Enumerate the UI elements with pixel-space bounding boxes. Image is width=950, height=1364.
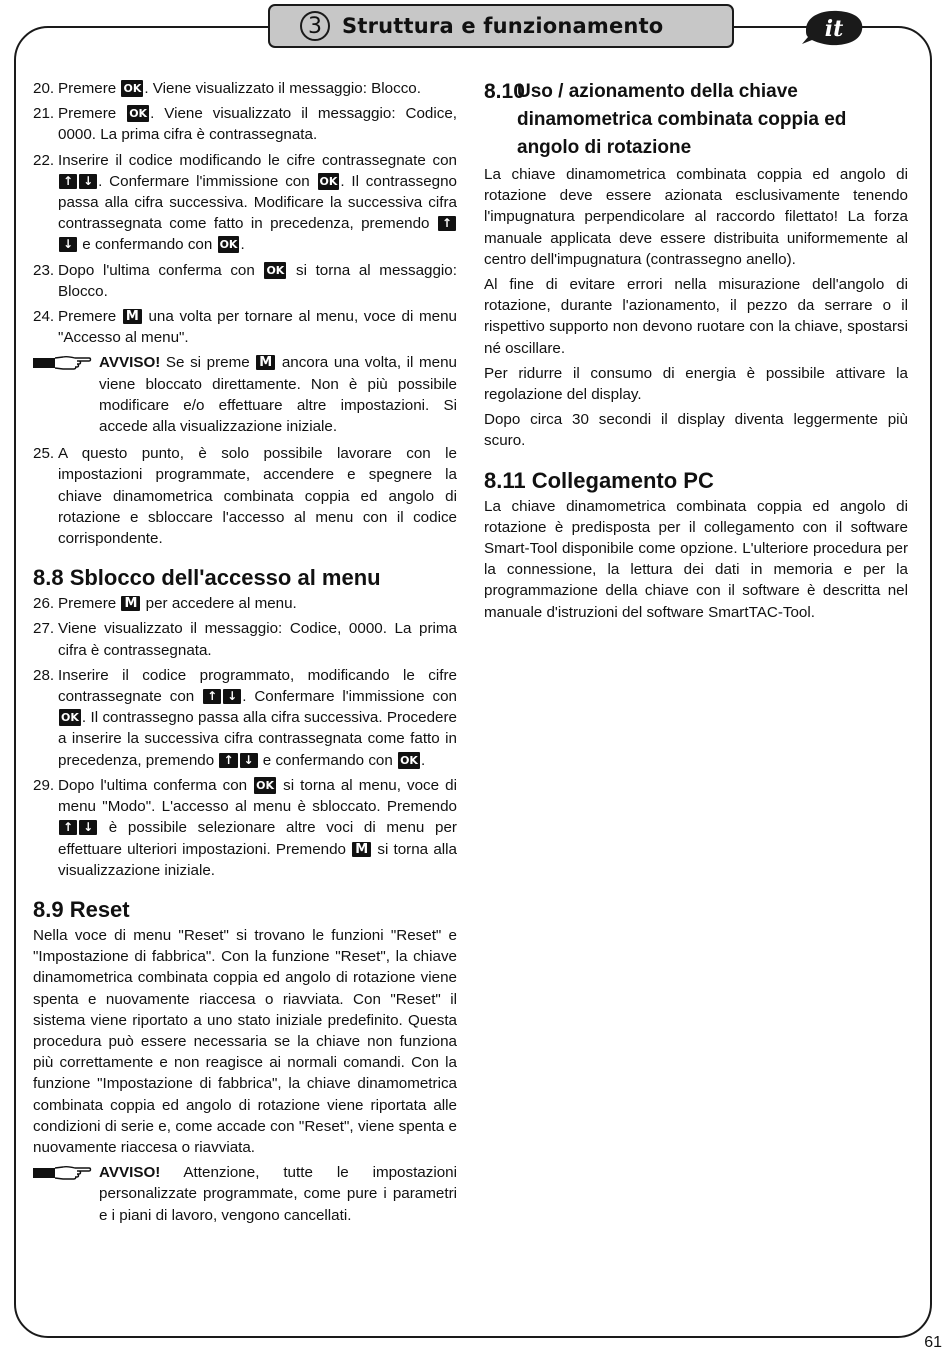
list-item xyxy=(33,103,457,145)
arrow-down-key-icon: ↓ xyxy=(59,237,77,252)
arrow-up-key-icon: ↑ xyxy=(438,216,456,231)
item-number: 22. xyxy=(33,151,55,169)
paragraph: Per ridurre il consumo di energia è possibile attivare la regolazione del display. xyxy=(484,364,908,404)
m-key-icon: M xyxy=(123,309,142,324)
pointing-hand-icon xyxy=(33,352,99,437)
m-key-icon: M xyxy=(352,842,371,857)
item-text: A questo punto, è solo possibile lavorare con le impostazioni programmate, accendere e spegnere la chiave dinamometrica combinata coppia ed angolo di rotazione e sbloccare l'accesso al menu con il codice corrispondente. xyxy=(58,445,457,548)
m-key-icon: M xyxy=(121,596,140,611)
list-item xyxy=(33,665,457,771)
item-text: Dopo l'ultima conferma con OK si torna al messaggio: Blocco. xyxy=(58,261,457,300)
warning-note xyxy=(33,352,457,437)
section-heading-8-9: 8.9 Reset xyxy=(33,896,130,922)
arrow-down-key-icon: ↓ xyxy=(79,174,97,189)
item-number: 28. xyxy=(33,666,55,684)
ok-key-icon: OK xyxy=(61,711,79,725)
ok-key-icon: OK xyxy=(400,753,418,767)
paragraph: Al fine di evitare errori nella misurazione dell'angolo di rotazione, durante l'azionamento, il pezzo da serrare o il rispettivo supporto non devono ruotare con la chiave, spostarsi né oscillare. xyxy=(484,276,908,357)
arrow-up-key-icon: ↑ xyxy=(59,174,77,189)
left-column xyxy=(33,78,457,1232)
list-item xyxy=(33,150,457,256)
item-number: 26. xyxy=(33,595,55,613)
item-text: Premere M per accedere al menu. xyxy=(58,595,297,613)
paragraph: La chiave dinamometrica combinata coppia ed angolo di rotazione è predisposta per il collegamento con il software Smart-Tool disponibile come opzione. L'ulteriore procedura per la connessione, la lettura dei dati in memoria e per la programmazione della chiave con il software è descritta nel manuale d'istruzioni del software SmartTAC-Tool. xyxy=(484,497,908,621)
item-number: 21. xyxy=(33,105,55,123)
paragraph: Dopo circa 30 secondi il display diventa leggermente più scuro. xyxy=(484,411,908,450)
list-item xyxy=(33,443,457,549)
arrow-down-key-icon: ↓ xyxy=(240,753,258,768)
section-heading-8-8: 8.8 Sblocco dell'accesso al menu xyxy=(33,565,381,591)
right-column xyxy=(484,78,908,627)
ok-key-icon: OK xyxy=(123,82,142,95)
chapter-title: Struttura e funzionamento xyxy=(342,14,664,38)
arrow-down-key-icon: ↓ xyxy=(79,820,97,835)
warning-text: AVVISO! Attenzione, tutte le impostazioni personalizzate programmate, come pure i parametri e i piani di lavoro, vengono cancellati. xyxy=(99,1164,457,1224)
item-text: Premere M una volta per tornare al menu, voce di menu "Accesso al menu". xyxy=(58,308,457,347)
ok-key-icon: OK xyxy=(256,778,275,792)
item-text: Premere OK . Viene visualizzato il messaggio: Codice, 0000. La prima cifra è contrassegnata. xyxy=(58,105,457,144)
item-number: 25. xyxy=(33,445,55,463)
chapter-number: 3 xyxy=(300,11,330,41)
item-number: 20. xyxy=(33,80,55,97)
ok-key-icon: OK xyxy=(219,238,238,252)
list-item xyxy=(33,260,457,302)
item-number: 27. xyxy=(33,620,55,638)
item-text: Dopo l'ultima conferma con OK si torna al menu, voce di menu "Modo". L'accesso al menu è sbloccato. Premendo ↑ ↓ è possibile selezionare altre voci di menu per effettuare ulteriori impostazioni. Premendo M si torna alla visualizzazione iniziale. xyxy=(58,776,457,879)
arrow-up-key-icon: ↑ xyxy=(203,689,221,704)
item-text: Premere OK . Viene visualizzato il messaggio: Blocco. xyxy=(58,80,421,97)
m-key-icon: M xyxy=(256,355,275,370)
item-text: Inserire il codice programmato, modificando le cifre contrassegnate con ↑ ↓ . Confermare l'immissione con OK . Il contrassegno passa alla cifra successiva. Procedere a inserire la successiva cifra contrassegnata come fatto in precedenza, premendo ↑ ↓ e confermando con OK . xyxy=(58,666,457,769)
language-badge-label: it xyxy=(824,16,844,42)
list-item xyxy=(33,593,457,614)
list-item xyxy=(33,306,457,348)
list-item xyxy=(33,78,457,99)
item-number: 29. xyxy=(33,776,55,794)
paragraph: La chiave dinamometrica combinata coppia ed angolo di rotazione deve essere azionata esclusivamente tenendo l'impugnatura perpendicolare al raccordo filettato! La forza manuale applicata deve essere distribuita uniformemente al centro dell'impugnatura (contrassegno anello). xyxy=(484,166,908,268)
arrow-up-key-icon: ↑ xyxy=(59,820,77,835)
item-number: 23. xyxy=(33,261,55,279)
ok-key-icon: OK xyxy=(266,263,285,277)
arrow-down-key-icon: ↓ xyxy=(223,689,241,704)
section-heading-8-10: 8.10 Uso / azionamento della chiave dinamometrica combinata coppia ed angolo di rotazione xyxy=(484,80,847,158)
arrow-up-key-icon: ↑ xyxy=(219,753,237,768)
list-item xyxy=(33,775,457,881)
pointing-hand-icon xyxy=(33,1162,99,1226)
warning-text: AVVISO! Se si preme M ancora una volta, il menu viene bloccato direttamente. Non è più possibile modificare e/o effettuare altre impostazioni. Si accede alla visualizzazione iniziale. xyxy=(99,354,457,436)
list-item xyxy=(33,618,457,660)
item-text: Inserire il codice modificando le cifre contrassegnate con ↑ ↓ . Confermare l'immissione con OK . Il contrassegno passa alla cifra successiva. Modificare la successiva cifra contrassegnata come fatto in precedenza, premendo ↑ ↓ e confermando con OK . xyxy=(58,151,457,254)
ok-key-icon: OK xyxy=(319,174,338,188)
item-text: Viene visualizzato il messaggio: Codice, 0000. La prima cifra è contrassegnata. xyxy=(58,620,457,659)
ok-key-icon: OK xyxy=(129,107,148,121)
language-badge xyxy=(800,8,866,48)
section-heading-8-11: 8.11 Collegamento PC xyxy=(484,467,714,493)
item-number: 24. xyxy=(33,308,55,326)
chapter-header xyxy=(268,4,734,48)
reset-body: Nella voce di menu "Reset" si trovano le funzioni "Reset" e "Impostazione di fabbrica". Con la funzione "Reset", la chiave dinamometrica combinata coppia ed angolo di rotazione viene spenta e nuovamente riaccesa o riavviata. Con "Reset" il sistema viene riportato a uno stato iniziale predefinito. Questa procedura può essere necessaria se la chiave non funziona più correttamente e non reagisce ai normali comandi. Con la funzione "Impostazione di fabbrica", la chiave dinamometrica combinata coppia ed angolo di rotazione viene riportata alle condizioni di serie e, come accade con "Reset", viene spenta e nuovamente riaccesa o riavviata. xyxy=(33,926,457,1156)
warning-note xyxy=(33,1162,457,1226)
page-number: 61 xyxy=(924,1334,942,1351)
